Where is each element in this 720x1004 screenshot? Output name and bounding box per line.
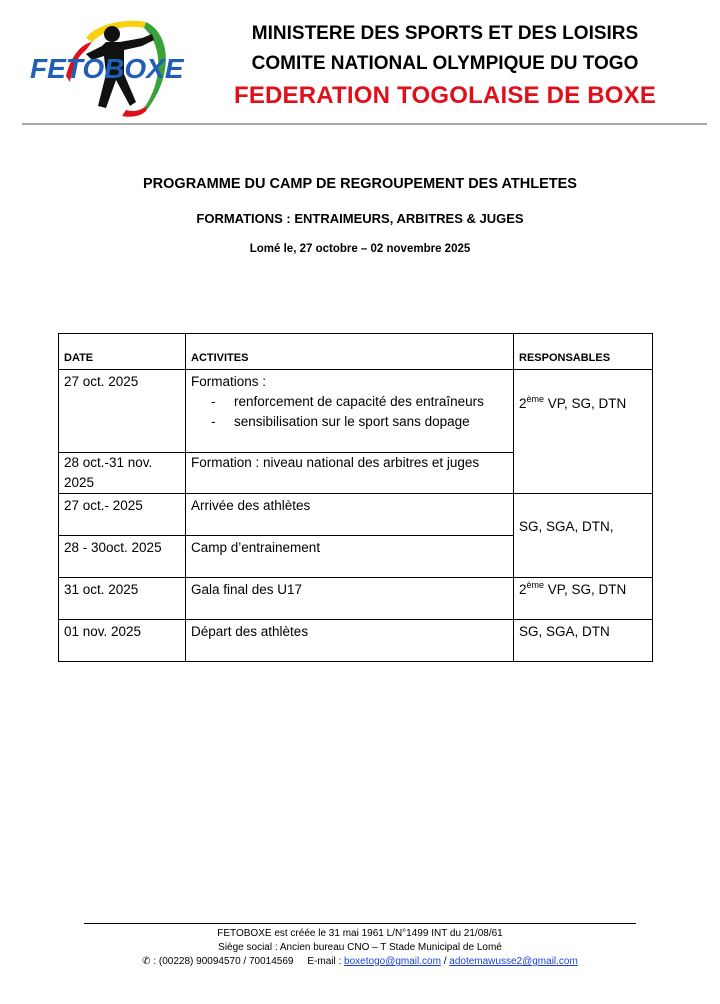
logo-text: FETOBOXE	[30, 53, 184, 84]
footer-address: Siège social : Ancien bureau CNO – T Stade Municipal de Lomé	[218, 942, 502, 953]
row-date: 28 - 30oct. 2025	[59, 536, 186, 578]
email-separator: /	[440, 956, 450, 967]
row-responsables	[514, 578, 653, 620]
table-header-row	[59, 334, 653, 370]
email-link-adotemawusse[interactable]: adotemawusse2@gmail.com	[449, 956, 578, 967]
footer-contact	[0, 955, 720, 968]
row-responsables: SG, SGA, DTN,	[514, 494, 653, 578]
row-activity: Départ des athlètes	[186, 620, 514, 662]
ordinal-number: 2	[519, 396, 527, 411]
row-activity: Formation : niveau national des arbitres et juges	[186, 453, 514, 494]
list-item: - sensibilisation sur le sport sans dopage	[211, 412, 508, 432]
row-date: 27 oct. 2025	[59, 370, 186, 453]
row-activity: Arrivée des athlètes	[186, 494, 514, 536]
ordinal-suffix: ème	[526, 580, 545, 590]
footer-creation: FETOBOXE est créée le 31 mai 1961 L/N°1499 INT du 21/08/61	[217, 928, 503, 939]
footer-divider	[84, 923, 636, 924]
ministry-line: MINISTERE DES SPORTS ET DES LOISIRS	[251, 23, 639, 44]
row-date: 27 oct.- 2025	[59, 494, 186, 536]
row-activity: Camp d’entrainement	[186, 536, 514, 578]
row-activity	[186, 370, 514, 453]
row-date: 01 nov. 2025	[59, 620, 186, 662]
header-responsables: RESPONSABLES	[514, 334, 653, 370]
responsables-text: VP, SG, DTN	[544, 396, 627, 411]
phone-number: : (00228) 90094570 / 70014569	[150, 956, 294, 967]
row-date: 31 oct. 2025	[59, 578, 186, 620]
email-link-boxetogo[interactable]: boxetogo@gmail.com	[344, 956, 441, 967]
table-row	[59, 494, 653, 536]
header-divider	[22, 123, 707, 125]
federation-title: FEDERATION TOGOLAISE DE BOXE	[233, 82, 657, 109]
ordinal-suffix: ème	[526, 394, 545, 404]
programme-subtitle: FORMATIONS : ENTRAIMEURS, ARBITRES & JUGES	[196, 211, 524, 226]
row-activity: Gala final des U17	[186, 578, 514, 620]
header-activities: ACTIVITES	[186, 334, 514, 370]
table-row	[59, 578, 653, 620]
email-label: E-mail :	[307, 956, 345, 967]
ordinal-number: 2	[519, 582, 527, 597]
activity-list	[191, 392, 508, 432]
table-row	[59, 370, 653, 453]
olympic-committee-line: COMITE NATIONAL OLYMPIQUE DU TOGO	[251, 53, 639, 74]
row-date: 28 oct.-31 nov. 2025	[59, 453, 186, 494]
fetoboxe-logo	[26, 16, 198, 120]
programme-title: PROGRAMME DU CAMP DE REGROUPEMENT DES ATHLETES	[143, 176, 577, 192]
list-item: - renforcement de capacité des entraîneurs	[211, 392, 508, 412]
programme-table	[58, 333, 653, 662]
activity-heading: Formations :	[191, 374, 267, 389]
header-date: DATE	[59, 334, 186, 370]
place-date: Lomé le, 27 octobre – 02 novembre 2025	[249, 243, 471, 255]
table-row	[59, 620, 653, 662]
row-responsables: SG, SGA, DTN	[514, 620, 653, 662]
row-responsables	[514, 370, 653, 494]
responsables-text: VP, SG, DTN	[544, 582, 627, 597]
phone-icon: ✆	[142, 956, 151, 967]
